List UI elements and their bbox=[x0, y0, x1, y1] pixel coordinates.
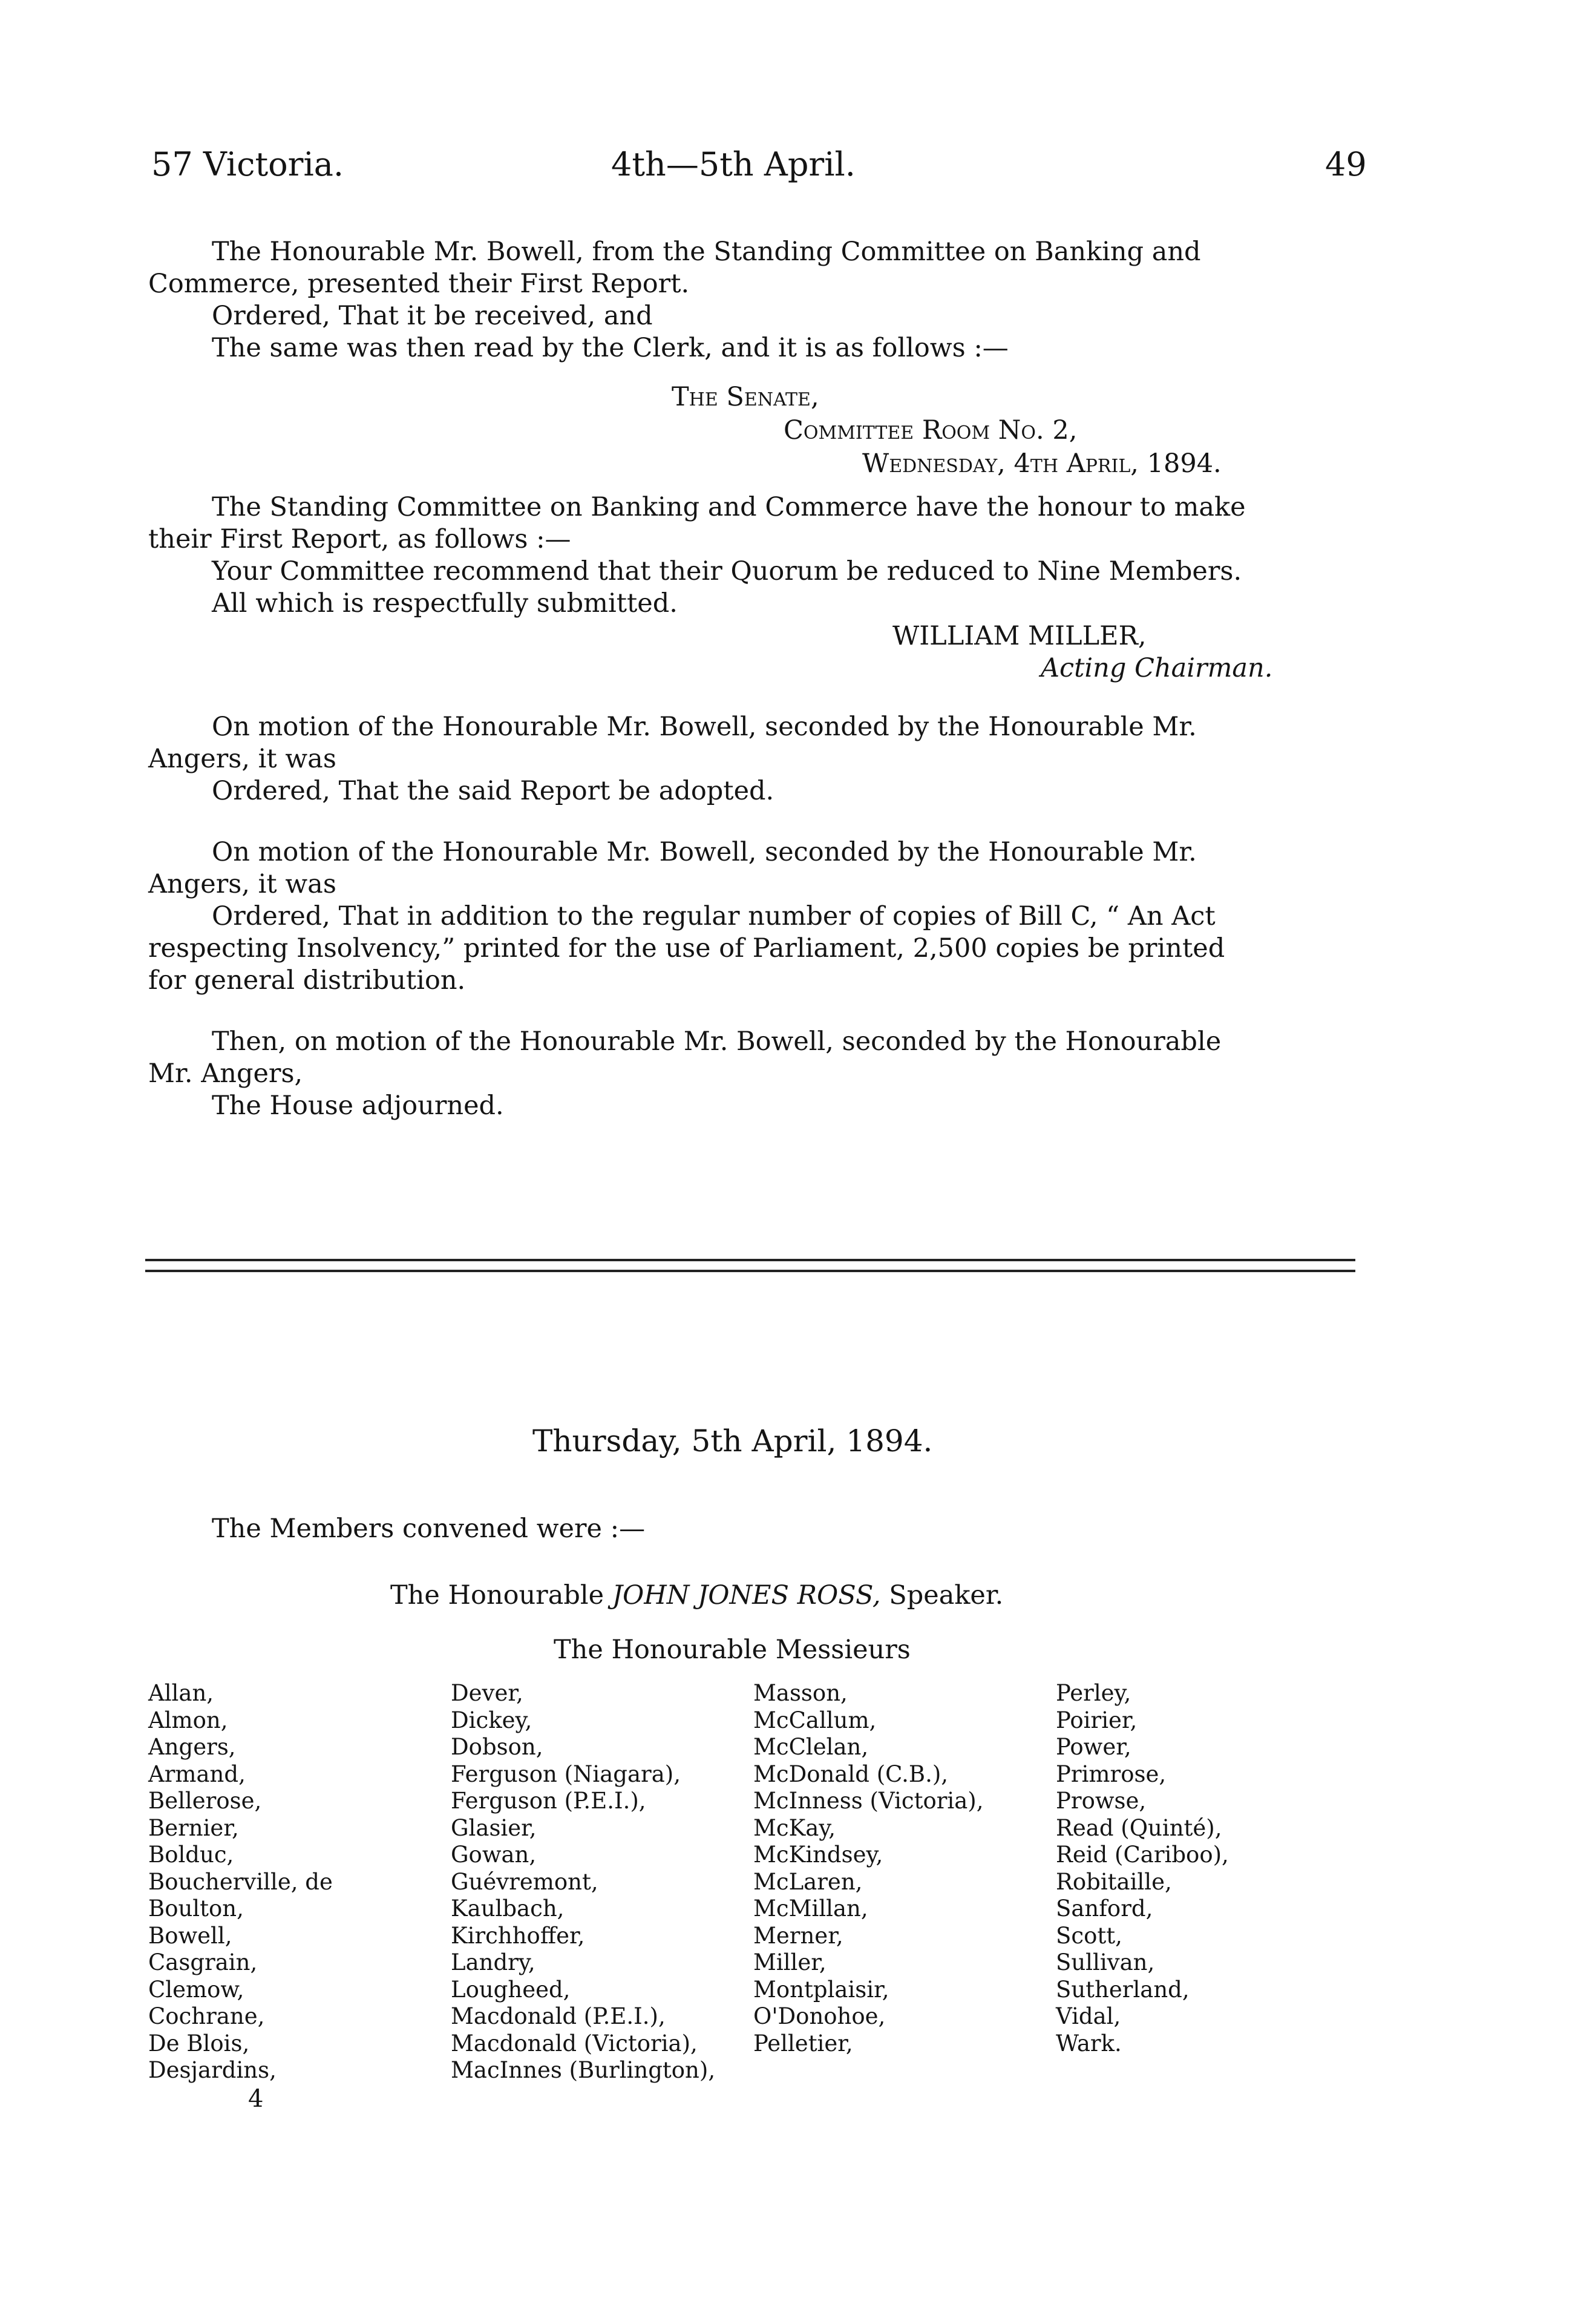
motion2-line2: Angers, it was bbox=[148, 869, 336, 899]
list-item: Clemow, bbox=[148, 1976, 244, 2003]
list-item: Masson, bbox=[753, 1680, 848, 1706]
list-item: Sullivan, bbox=[1056, 1949, 1155, 1975]
members-intro: The Members convened were :— bbox=[212, 1514, 646, 1544]
list-item: Reid (Cariboo), bbox=[1056, 1842, 1229, 1868]
report-intro-line2: Commerce, presented their First Report. bbox=[148, 269, 690, 299]
list-item: Poirier, bbox=[1056, 1707, 1138, 1733]
list-item: MacInnes (Burlington), bbox=[451, 2057, 716, 2083]
list-item: Glasier, bbox=[451, 1814, 537, 1841]
list-item: McMillan, bbox=[753, 1896, 868, 1922]
members-col3 bbox=[753, 1680, 984, 2057]
list-item: Montplaisir, bbox=[753, 1976, 889, 2003]
list-item: Kaulbach, bbox=[451, 1896, 565, 1922]
list-item: Bernier, bbox=[148, 1814, 239, 1841]
list-item: Perley, bbox=[1056, 1680, 1131, 1706]
list-item: McKay, bbox=[753, 1814, 836, 1841]
list-item: Sutherland, bbox=[1056, 1976, 1190, 2003]
motion1-line1: On motion of the Honourable Mr. Bowell, seconded by the Honourable Mr. bbox=[212, 712, 1197, 742]
report-intro-line1: The Honourable Mr. Bowell, from the Standing Committee on Banking and bbox=[212, 237, 1201, 267]
list-item: Dobson, bbox=[451, 1734, 543, 1760]
list-item: Boucherville, de bbox=[148, 1868, 333, 1895]
list-item: McInness (Victoria), bbox=[753, 1788, 984, 1814]
speaker-name: JOHN JONES ROSS, bbox=[612, 1580, 881, 1610]
section-rule-bottom bbox=[145, 1270, 1355, 1272]
list-item: Macdonald (P.E.I.), bbox=[451, 2003, 666, 2029]
signature-mark: 4 bbox=[248, 2085, 264, 2113]
report-intro-line4: The same was then read by the Clerk, and it is as follows :— bbox=[212, 333, 1009, 363]
report-body-line2: their First Report, as follows :— bbox=[148, 524, 571, 554]
list-item: Ferguson (Niagara), bbox=[451, 1761, 681, 1787]
list-item: Ferguson (P.E.I.), bbox=[451, 1788, 646, 1814]
motion2-line5: for general distribution. bbox=[148, 965, 466, 996]
list-item: De Blois, bbox=[148, 2030, 250, 2056]
speaker-suffix: Speaker. bbox=[889, 1580, 1004, 1610]
list-item: Primrose, bbox=[1056, 1761, 1167, 1787]
list-item: Wark. bbox=[1056, 2030, 1122, 2056]
motion3-line3: The House adjourned. bbox=[212, 1091, 504, 1121]
list-item: McDonald (C.B.), bbox=[753, 1761, 949, 1787]
messieurs-heading: The Honourable Messieurs bbox=[554, 1635, 911, 1665]
header-center: 4th—5th April. bbox=[611, 145, 856, 183]
motion2-line3: Ordered, That in addition to the regular number of copies of Bill C, “ An Act bbox=[212, 901, 1216, 931]
page-number: 49 bbox=[1325, 145, 1367, 183]
header-left: 57 Victoria. bbox=[151, 145, 344, 183]
list-item: Dickey, bbox=[451, 1707, 532, 1733]
list-item: O'Donohoe, bbox=[753, 2003, 886, 2029]
list-item: Cochrane, bbox=[148, 2003, 265, 2029]
list-item: Almon, bbox=[148, 1707, 228, 1733]
signature-title: Acting Chairman. bbox=[1041, 653, 1273, 683]
list-item: Armand, bbox=[148, 1761, 246, 1787]
section-rule-top bbox=[145, 1259, 1355, 1261]
report-body-line4: All which is respectfully submitted. bbox=[212, 588, 678, 619]
motion1-line2: Angers, it was bbox=[148, 744, 336, 774]
day-heading: Thursday, 5th April, 1894. bbox=[532, 1423, 933, 1459]
list-item: Lougheed, bbox=[451, 1976, 571, 2003]
report-date: Wednesday, 4th April, 1894. bbox=[862, 448, 1222, 479]
motion2-line1: On motion of the Honourable Mr. Bowell, seconded by the Honourable Mr. bbox=[212, 837, 1197, 867]
report-room: Committee Room No. 2, bbox=[784, 415, 1078, 445]
list-item: Casgrain, bbox=[148, 1949, 258, 1975]
list-item: Merner, bbox=[753, 1922, 843, 1949]
signature-name: WILLIAM MILLER, bbox=[892, 621, 1147, 651]
members-col4 bbox=[1056, 1680, 1229, 2057]
list-item: Pelletier, bbox=[753, 2030, 853, 2056]
list-item: Allan, bbox=[148, 1680, 214, 1706]
list-item: Macdonald (Victoria), bbox=[451, 2030, 698, 2056]
report-senate: The Senate, bbox=[672, 382, 819, 412]
list-item: McCallum, bbox=[753, 1707, 877, 1733]
list-item: Vidal, bbox=[1056, 2003, 1121, 2029]
list-item: Guévremont, bbox=[451, 1868, 598, 1895]
list-item: Scott, bbox=[1056, 1922, 1122, 1949]
motion2-line4: respecting Insolvency,” printed for the use of Parliament, 2,500 copies be printed bbox=[148, 933, 1225, 963]
list-item: Bolduc, bbox=[148, 1842, 234, 1868]
list-item: Miller, bbox=[753, 1949, 827, 1975]
list-item: Gowan, bbox=[451, 1842, 537, 1868]
list-item: Dever, bbox=[451, 1680, 523, 1706]
report-body-line3: Your Committee recommend that their Quorum be reduced to Nine Members. bbox=[212, 556, 1242, 586]
list-item: Angers, bbox=[148, 1734, 236, 1760]
list-item: Kirchhoffer, bbox=[451, 1922, 585, 1949]
list-item: Power, bbox=[1056, 1734, 1131, 1760]
list-item: Boulton, bbox=[148, 1896, 244, 1922]
speaker-prefix: The Honourable bbox=[390, 1580, 604, 1610]
report-intro-line3: Ordered, That it be received, and bbox=[212, 301, 653, 331]
list-item: Desjardins, bbox=[148, 2057, 277, 2083]
motion3-line2: Mr. Angers, bbox=[148, 1059, 303, 1089]
report-body-line1: The Standing Committee on Banking and Commerce have the honour to make bbox=[212, 492, 1246, 522]
motion3-line1: Then, on motion of the Honourable Mr. Bowell, seconded by the Honourable bbox=[212, 1026, 1222, 1057]
list-item: McClelan, bbox=[753, 1734, 869, 1760]
list-item: Read (Quinté), bbox=[1056, 1814, 1222, 1841]
list-item: McLaren, bbox=[753, 1868, 863, 1895]
motion1-line3: Ordered, That the said Report be adopted. bbox=[212, 776, 774, 806]
members-col2 bbox=[451, 1680, 715, 2084]
speaker-line bbox=[390, 1580, 1003, 1612]
list-item: Bellerose, bbox=[148, 1788, 262, 1814]
list-item: Robitaille, bbox=[1056, 1868, 1172, 1895]
list-item: Bowell, bbox=[148, 1922, 232, 1949]
members-col1 bbox=[148, 1680, 333, 2084]
list-item: Landry, bbox=[451, 1949, 535, 1975]
list-item: McKindsey, bbox=[753, 1842, 883, 1868]
list-item: Prowse, bbox=[1056, 1788, 1147, 1814]
list-item: Sanford, bbox=[1056, 1896, 1153, 1922]
